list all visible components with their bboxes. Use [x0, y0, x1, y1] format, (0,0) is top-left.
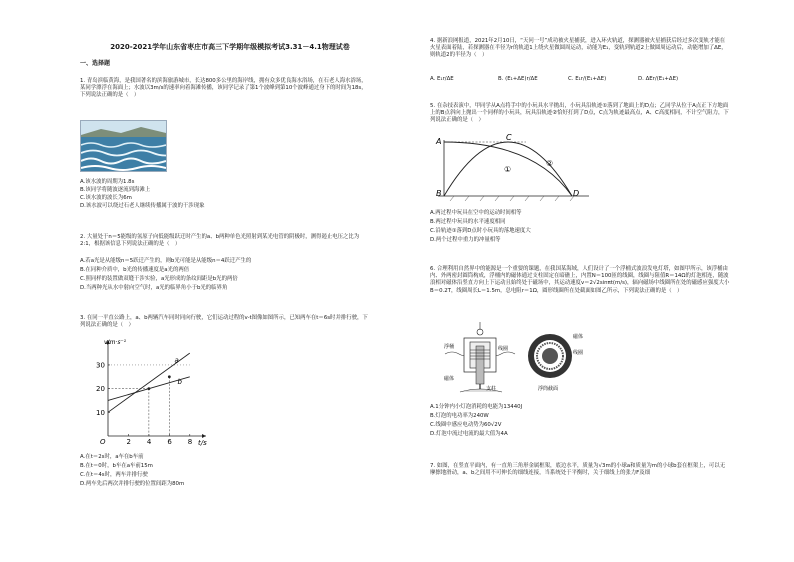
trajectory-1-label: ①: [504, 165, 512, 174]
origin-label: O: [100, 438, 106, 446]
point-d-label: D: [573, 189, 580, 198]
q1-option-c: C.该水波的波长为6m: [80, 195, 132, 201]
magnet-block: [476, 346, 484, 384]
section-heading: 一、选择题: [80, 60, 111, 67]
intersection-point: [147, 387, 150, 390]
q2-option-b: B.在同种介质中，b光的传播速度是a光的两倍: [80, 267, 190, 273]
q5-option-b: B.两过程中玩具的水平速度相同: [430, 219, 506, 225]
q5-stem: 5. 在杂技表演中，甲同学从A点将手中的小玩具水平抛出，小玩具沿轨迹①落到了地面上的D点；乙同学从位于A点正下方地面上的B点斜向上抛出一个同样的小玩具，玩具沿轨迹②恰好打到了D点，C点为轨迹最高点，A、C高度相同，不计空气阻力，下列说法正确的是（ ）: [430, 103, 729, 124]
q5-option-d: D.两个过程中重力的冲量相等: [430, 237, 501, 243]
y-axis-label: v/m·s⁻¹: [104, 339, 127, 346]
point-b-label: B: [436, 189, 442, 198]
x-tick-label: 4: [146, 438, 152, 446]
inner-magnet: [542, 348, 558, 364]
q3-option-c: C.在t＝4s时，两车并排行驶: [80, 472, 148, 478]
series-b-point: [168, 375, 171, 378]
trajectory-2-label: ②: [546, 159, 554, 168]
section-magnet-label: 磁体: [573, 334, 584, 340]
page-title: 2020-2021学年山东省枣庄市高三下学期年级模拟考试3.31－4.1物理试卷: [110, 43, 350, 51]
series-label-a: a: [174, 356, 179, 365]
vt-chart: [92, 336, 212, 448]
section-caption: 浮筒截面: [538, 386, 559, 392]
q4-option-b: B. (E₁+ΔE)r/ΔE: [498, 76, 538, 82]
q6-option-a: A.1分钟内小灯泡消耗的电能为13440J: [430, 404, 523, 410]
pillar-label: 支柱: [486, 386, 497, 392]
coil-label: 线圈: [498, 346, 509, 352]
point-c-label: C: [506, 134, 512, 142]
q7-stem: 7. 如图，在竖直平面内，有一直角三角形金属框架，底边水平，质量为√3m的小球a和质量为m的小球b套在框架上，可以无摩擦地滑动，a、b之间用不可伸长的细线连接，当系统处于平衡时，关于细线上的张力F及细: [430, 463, 726, 477]
q5-option-c: C.沿轨迹①落到D点时小玩具的落地速度大: [430, 228, 531, 234]
section-coil-label: 线圈: [573, 350, 584, 356]
q2-option-d: D.当两种光从水中射向空气时，a光的临界角小于b光的临界角: [80, 285, 228, 291]
x-axis-arrow: [202, 434, 206, 438]
q6-stem: 6. 合理利用自然界中的能源是一个重要的课题，在我国某海域，人们设计了一个浮桶式波浪发电灯塔，如图甲所示，该浮桶由内、外两密封圆筒构成，浮桶内的磁体通过支柱固定在暗礁上，内置N＝100匝的线圈，线圈与阻值R＝14Ω的灯泡相连，随波浪相对磁体沿竖直方向上下运动且始终处于磁场中，其运动速度v＝2√2sinπt(m/s)，辐向磁场中线圈所在处的磁感应强度大小B＝0.2T，线圈周长L＝1.5m，总电阻r＝1Ω，圆形线圈所在处截面如图乙所示，下列说法正确的是（ ）: [430, 266, 730, 294]
q4-stem: 4. 据新浪网报道，2021年2月10日，“天问一号”成功被火星捕获，进入环火轨道，探测器被火星捕获后经过多次变轨才能在火星表面着陆，若探测器在半径为r的轨道1上绕火星做圆周运动，动能为E₁，变轨到轨道2上做圆周运动后，动能增加了ΔE，则轨道2的半径为（ ）: [430, 38, 727, 59]
series-label-b: b: [177, 377, 182, 386]
x-axis-label: t/s: [198, 439, 207, 447]
buoy-label: 浮桶: [444, 344, 455, 350]
q1-option-a: A.该水波的周期为1.8s: [80, 179, 135, 185]
x-tick-label: 8: [187, 438, 193, 446]
x-tick-label: 6: [167, 438, 172, 446]
right-column: [430, 0, 730, 562]
q6-option-b: B.灯泡的电功率为240W: [430, 413, 489, 419]
q3-stem: 3. 在同一平直公路上，a、b两辆汽车同时同向行驶，它们运动过程的v-t图像如图所示，已知两车在t＝6s时并排行驶，下列说法正确的是（ ）: [80, 315, 368, 329]
x-tick-label: 2: [126, 438, 131, 446]
q4-option-d: D. ΔEr/(E₁+ΔE): [638, 76, 679, 82]
trajectory-diagram: [434, 134, 594, 204]
q1-option-d: D.该水波可以绕过石老人继续传播属于波的干涉现象: [80, 203, 205, 209]
q2-option-a: A.若a光是从能级n＝5跃迁产生的，则b光可能是从能级n＝4跃迁产生的: [80, 258, 252, 264]
q3-option-a: A.在t＝2s时，a车在b车前: [80, 454, 144, 460]
point-a-label: A: [436, 137, 442, 146]
y-tick-label: 10: [96, 408, 105, 417]
q1-option-b: B.该同学将随波逐流到海滩上: [80, 187, 151, 193]
q1-stem: 1. 青岛滨临黄海，是我国著名的滨海旅游城市，长达800多公里的海岸线，拥有众多优良海水浴场，在石老人海水浴场，某同学漂浮在海面上；水波以3m/s的速率向着海滩传播，该同学记录了第1个波峰到第10个波峰通过身下的时间为18s，下列说法正确的是（ ）: [80, 78, 367, 99]
q4-option-a: A. E₁r/ΔE: [430, 76, 454, 82]
y-tick-label: 30: [96, 361, 105, 370]
q5-option-a: A.两过程中玩具在空中的运动时间相等: [430, 210, 522, 216]
q4-option-c: C. E₁r/(E₁+ΔE): [568, 76, 607, 82]
y-tick-label: 20: [96, 385, 105, 394]
left-column-lower: [80, 0, 370, 562]
q2-option-c: C.照同样的装置做双缝干涉实验，a光形成的条纹间距是b光的两倍: [80, 276, 238, 282]
q6-option-c: C.线圈中感应电动势为60√2V: [430, 422, 502, 428]
q3-option-b: B.在t＝0时，b车在a车前15m: [80, 463, 153, 469]
q6-option-d: D.灯泡中流过电流的最大值为4A: [430, 431, 508, 437]
magnet-label: 磁体: [444, 376, 455, 382]
wave-generator-diagram: [440, 320, 590, 396]
q2-stem: 2. 大量处于n＝5能级的氢原子向低能级跃迁时产生的a、b两种单色光照射到某光电管的阴极时，测得遏止电压之比为2:1，根据该信息下列说法正确的是（ ）: [80, 234, 360, 248]
q3-option-d: D.两车先后两次并排行驶的位置间距为80m: [80, 481, 185, 487]
